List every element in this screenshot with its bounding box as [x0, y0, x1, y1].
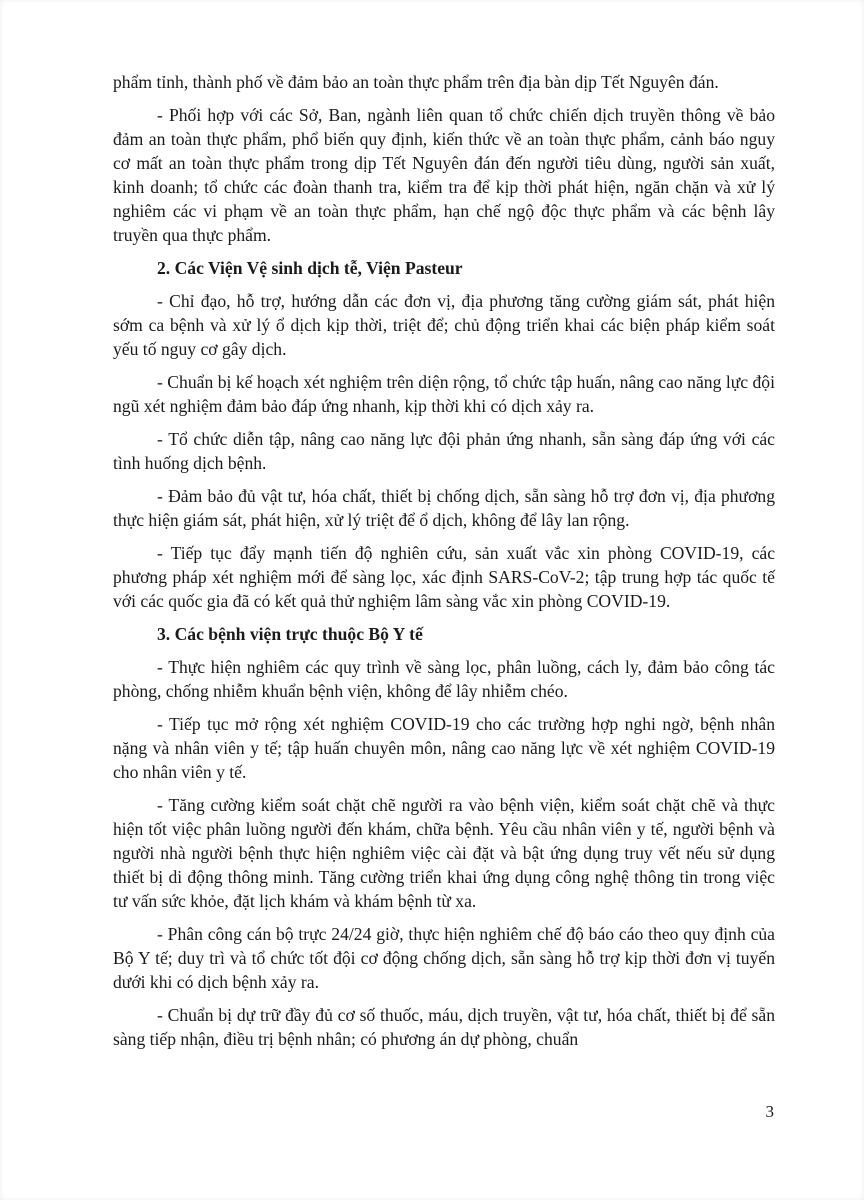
section3-paragraph: - Thực hiện nghiêm các quy trình về sàng lọc, phân luồng, cách ly, đảm bảo công tác phòng, chống nhiễm khuẩn bệnh viện, không để lây nhiễm chéo.: [113, 657, 775, 701]
section2-paragraph: - Tổ chức diễn tập, nâng cao năng lực đội phản ứng nhanh, sẵn sàng đáp ứng với các tình huống dịch bệnh.: [113, 429, 775, 473]
section3-paragraph: - Chuẩn bị dự trữ đầy đủ cơ số thuốc, máu, dịch truyền, vật tư, hóa chất, thiết bị để sẵn sàng tiếp nhận, điều trị bệnh nhân; có phương án dự phòng, chuẩn: [113, 1005, 775, 1049]
section2-paragraph: - Chuẩn bị kế hoạch xét nghiệm trên diện rộng, tổ chức tập huấn, nâng cao năng lực đội ngũ xét nghiệm đảm bảo đáp ứng nhanh, kịp thời khi có dịch xảy ra.: [113, 372, 775, 416]
section-heading-hospitals: 3. Các bệnh viện trực thuộc Bộ Y tế: [157, 624, 423, 644]
section2-paragraph: - Đảm bảo đủ vật tư, hóa chất, thiết bị chống dịch, sẵn sàng hỗ trợ đơn vị, địa phương thực hiện giám sát, phát hiện, xử lý triệt để ổ dịch, không để lây lan rộng.: [113, 486, 775, 530]
section2-paragraph: - Chỉ đạo, hỗ trợ, hướng dẫn các đơn vị, địa phương tăng cường giám sát, phát hiện sớm ca bệnh và xử lý ổ dịch kịp thời, triệt để; chủ động triển khai các biện pháp kiểm soát yếu tố nguy cơ gây dịch.: [113, 291, 775, 359]
section3-paragraph: - Phân công cán bộ trực 24/24 giờ, thực hiện nghiêm chế độ báo cáo theo quy định của Bộ Y tế; duy trì và tổ chức tốt đội cơ động chống dịch, sẵn sàng hỗ trợ kịp thời đơn vị tuyến dưới khi có dịch bệnh xảy ra.: [113, 924, 775, 992]
document-body: [113, 70, 775, 1060]
section3-paragraph: - Tiếp tục mở rộng xét nghiệm COVID-19 cho các trường hợp nghi ngờ, bệnh nhân nặng và nhân viên y tế; tập huấn chuyên môn, nâng cao năng lực về xét nghiệm COVID-19 cho nhân viên y tế.: [113, 714, 775, 782]
section-heading-institutes: 2. Các Viện Vệ sinh dịch tễ, Viện Pasteur: [157, 258, 463, 278]
paragraph-continuation: phẩm tỉnh, thành phố về đảm bảo an toàn thực phẩm trên địa bàn dịp Tết Nguyên đán.: [113, 72, 719, 92]
paragraph-food-safety-campaign: - Phối hợp với các Sở, Ban, ngành liên quan tổ chức chiến dịch truyền thông về bảo đảm an toàn thực phẩm, phổ biến quy định, kiến thức về an toàn thực phẩm, cảnh báo nguy cơ mất an toàn thực phẩm trong dịp Tết Nguyên đán đến người tiêu dùng, người sản xuất, kinh doanh; tổ chức các đoàn thanh tra, kiểm tra để kịp thời phát hiện, ngăn chặn và xử lý nghiêm các vi phạm về an toàn thực phẩm, hạn chế ngộ độc thực phẩm và các bệnh lây truyền qua thực phẩm.: [113, 105, 775, 245]
section3-paragraph: - Tăng cường kiểm soát chặt chẽ người ra vào bệnh viện, kiểm soát chặt chẽ và thực hiện tốt việc phân luồng người đến khám, chữa bệnh. Yêu cầu nhân viên y tế, người bệnh và người nhà người bệnh thực hiện nghiêm việc cài đặt và bật ứng dụng truy vết nếu sử dụng thiết bị di động thông minh. Tăng cường triển khai ứng dụng công nghệ thông tin trong việc tư vấn sức khỏe, đặt lịch khám và khám bệnh từ xa.: [113, 795, 775, 911]
page-number: 3: [765, 1102, 774, 1121]
section2-paragraph: - Tiếp tục đẩy mạnh tiến độ nghiên cứu, sản xuất vắc xin phòng COVID-19, các phương pháp xét nghiệm mới để sàng lọc, xác định SARS-CoV-2; tập trung hợp tác quốc tế với các quốc gia đã có kết quả thử nghiệm lâm sàng vắc xin phòng COVID-19.: [113, 543, 775, 611]
